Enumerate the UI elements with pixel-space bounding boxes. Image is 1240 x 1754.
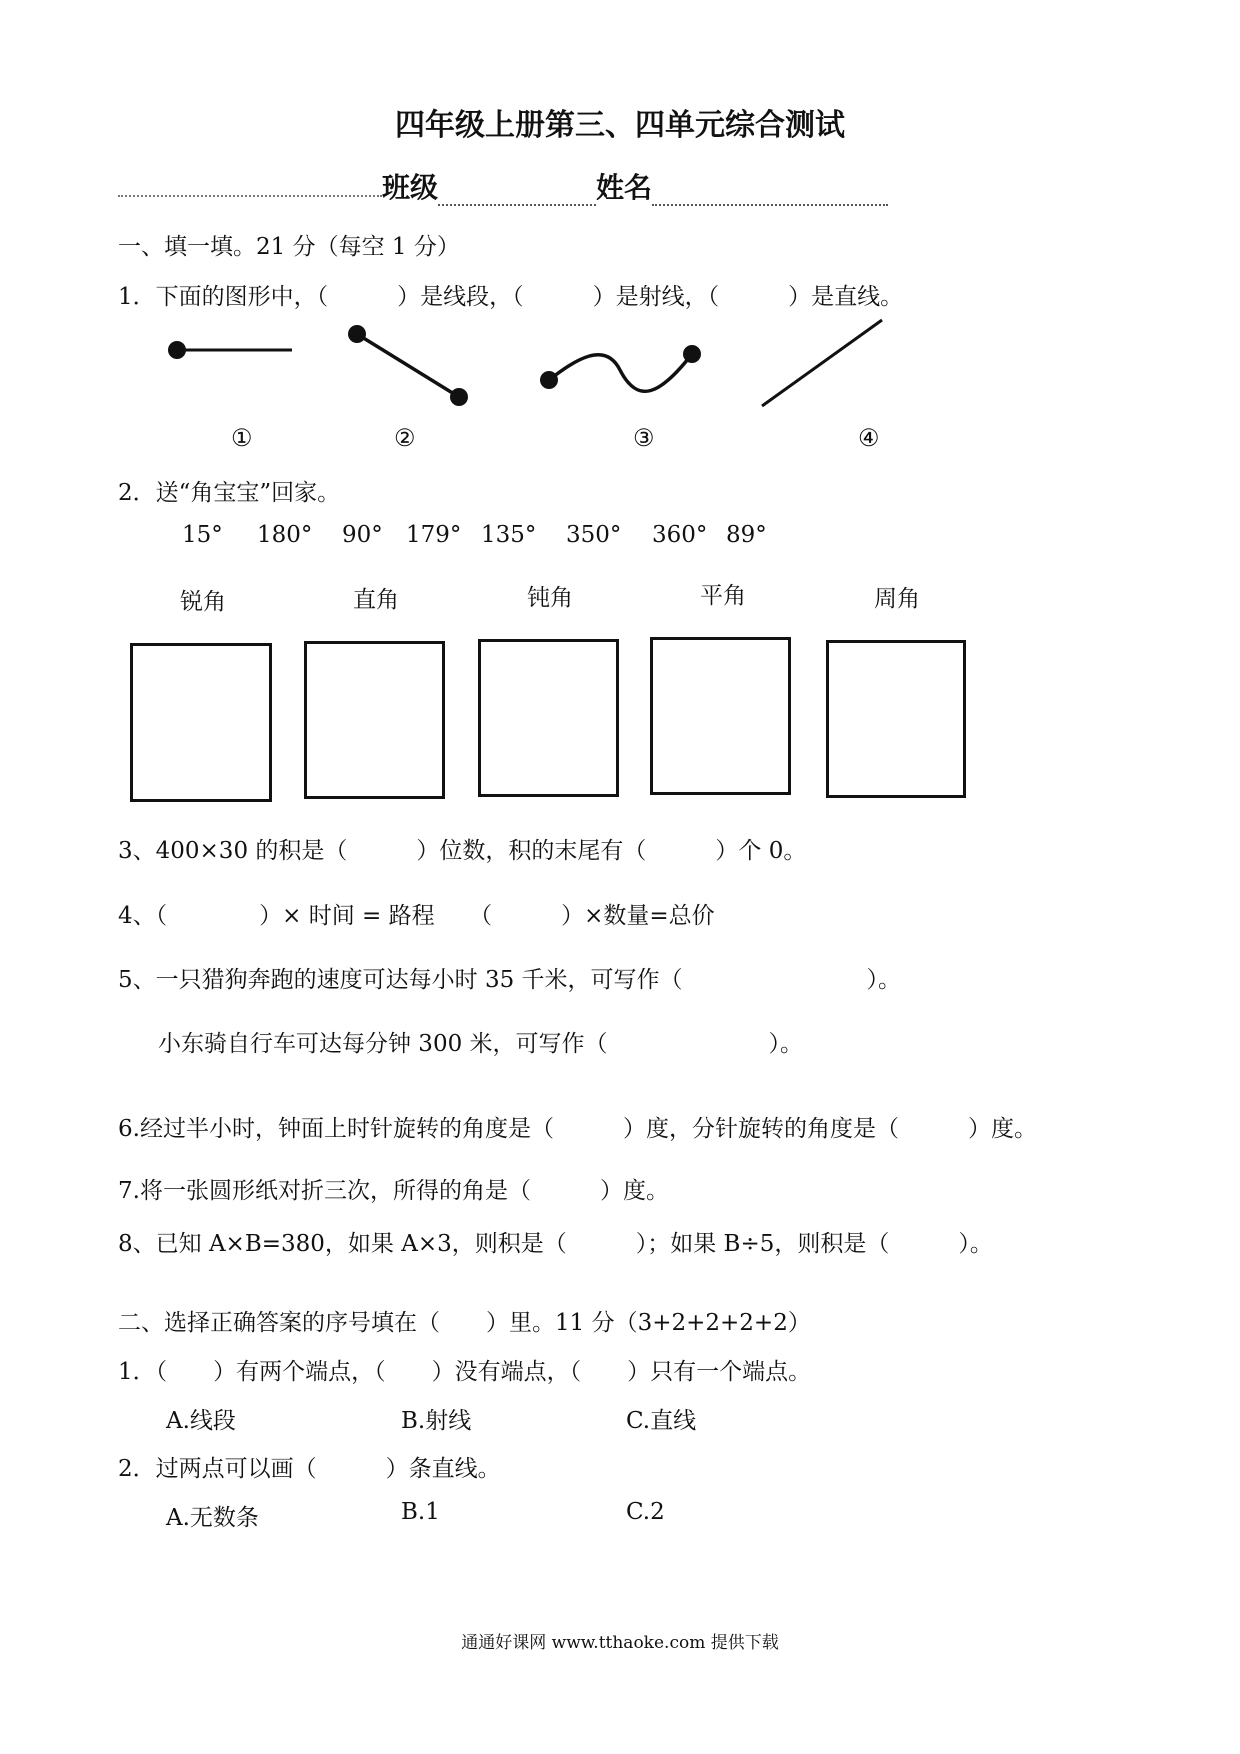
answer-box-straight[interactable] [650, 637, 791, 795]
q2-2-option-c[interactable]: C.2 [626, 1499, 665, 1525]
angle-value[interactable]: 180° [257, 522, 313, 548]
line-figures [0, 0, 1240, 460]
name-label: 姓名 [596, 171, 653, 204]
q2-1-option-c[interactable]: C.直线 [626, 1408, 697, 1434]
q2-1-text: 1．（ ）有两个端点，（ ）没有端点，（ ）只有一个端点。 [118, 1359, 812, 1385]
figure-label-1: ① [231, 424, 253, 452]
category-label-right: 直角 [353, 587, 399, 613]
q2-2-option-a[interactable]: A.无数条 [166, 1505, 259, 1531]
figure-straight-line [762, 320, 882, 406]
q1-5b-text: 小东骑自行车可达每分钟 300 米，可写作（ ）。 [158, 1031, 804, 1057]
q2-1-option-b[interactable]: B.射线 [401, 1408, 472, 1434]
q1-6-text: 6.经过半小时，钟面上时针旋转的角度是（ ）度，分针旋转的角度是（ ）度。 [118, 1116, 1037, 1142]
category-label-acute: 锐角 [180, 589, 226, 615]
figure-curve [540, 345, 701, 391]
figure-label-3: ③ [633, 424, 655, 452]
answer-box-right[interactable] [304, 641, 445, 799]
class-label: 班级 [382, 171, 439, 204]
section2-heading: 二、选择正确答案的序号填在（ ）里。11 分（3+2+2+2+2） [118, 1310, 811, 1336]
angle-value[interactable]: 360° [652, 522, 708, 548]
angle-value[interactable]: 350° [566, 522, 622, 548]
angle-value[interactable]: 179° [406, 522, 462, 548]
q2-2-text: 2．过两点可以画（ ）条直线。 [118, 1456, 501, 1482]
page-title: 四年级上册第三、四单元综合测试 [395, 108, 845, 143]
q1-5a-text: 5、一只猎狗奔跑的速度可达每小时 35 千米，可写作（ ）。 [118, 967, 902, 993]
figure-line-segment [348, 325, 468, 406]
answer-box-acute[interactable] [130, 643, 272, 802]
q1-7-text: 7.将一张圆形纸对折三次，所得的角是（ ）度。 [118, 1178, 669, 1204]
q1-8-text: 8、已知 A×B=380，如果 A×3，则积是（ ）；如果 B÷5，则积是（ ）。 [118, 1231, 993, 1257]
q1-2-text: 2．送“角宝宝”回家。 [118, 480, 341, 506]
answer-box-obtuse[interactable] [478, 639, 619, 797]
section1-heading: 一、填一填。21 分（每空 1 分） [118, 234, 460, 260]
angle-value[interactable]: 89° [726, 522, 767, 548]
angle-value[interactable]: 135° [481, 522, 537, 548]
category-label-full: 周角 [874, 586, 920, 612]
figure-segment-ray [168, 341, 292, 359]
category-label-straight: 平角 [700, 583, 746, 609]
q1-3-text: 3、400×30 的积是（ ）位数，积的末尾有（ ）个 0。 [118, 838, 807, 864]
figure-label-4: ④ [858, 424, 880, 452]
footer-credit: 通通好课网 www.tthaoke.com 提供下载 [461, 1633, 779, 1653]
angle-value[interactable]: 90° [342, 522, 383, 548]
q2-1-option-a[interactable]: A.线段 [166, 1408, 236, 1434]
q1-1-text: 1．下面的图形中，（ ）是线段，（ ）是射线，（ ）是直线。 [118, 284, 904, 310]
q2-2-option-b[interactable]: B.1 [401, 1499, 440, 1525]
q1-4-text: 4、（ ）× 时间 = 路程 （ ）×数量=总价 [118, 903, 715, 929]
figure-label-2: ② [394, 424, 416, 452]
answer-box-full[interactable] [826, 640, 966, 798]
category-label-obtuse: 钝角 [527, 585, 573, 611]
angle-value[interactable]: 15° [182, 522, 223, 548]
